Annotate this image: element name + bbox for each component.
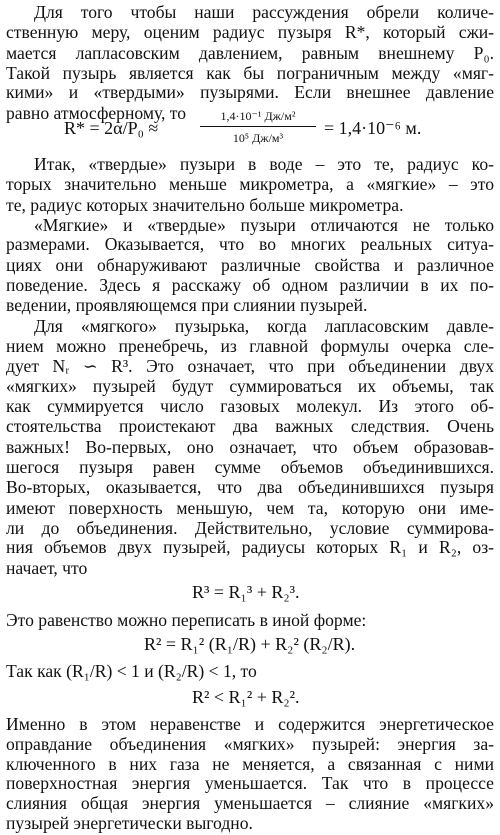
text-line: начает, что: [6, 558, 88, 579]
text-line: Для того чтобы наши рассуждения обрели количе-: [34, 2, 494, 22]
text-line: те, радиус которых значительно больше микрометра.: [6, 194, 404, 215]
text-line: циях они обнаруживают различные свойства и различное: [6, 255, 494, 276]
text-line: шегося пузыря равен сумме объемов объединившихся.: [6, 456, 494, 477]
text-line: поведение. Здесь я расскажу об одном различии в их по-: [6, 275, 494, 296]
text-line: Итак, «твердые» пузыри в воде – это те, радиус ко-: [34, 153, 494, 174]
text-line: имеют поверхность меньшую, чем та, которую они име-: [6, 497, 494, 518]
formula-volume-sum: R³ = R₁³ + R₂³.: [192, 581, 300, 602]
text-line: кими» и «твердыми» пузырями. Если внешнее давление: [6, 82, 494, 103]
text-line: Так как (R₁/R) < 1 и (R₂/R) < 1, то: [6, 661, 257, 682]
text-line: Для «мягкого» пузырька, когда лапласовским давле-: [34, 315, 494, 336]
text-line: как суммируется число газовых молекул. Из этого об-: [6, 396, 494, 417]
formula-lhs: R* = 2α/P₀ ≈: [64, 117, 159, 138]
text-line: торых значительно меньше микрометра, а «мягкие» – это: [6, 173, 494, 194]
text-line: мается лапласовским давлением, равным внешнему P₀.: [6, 42, 494, 63]
text-line: ния объемов двух пузырей, радиусы которых R₁ и R₂, оз-: [6, 537, 494, 558]
text-line: поверхностная энергия уменьшается. Так что в процессе: [6, 773, 494, 794]
text-line: Такой пузырь является как бы пограничным между «мяг-: [6, 62, 494, 83]
formula-denominator: 10⁵ Дж/м³: [232, 131, 284, 146]
formula-area-rewrite: R² = R₁² (R₁/R) + R₂² (R₂/R).: [144, 634, 356, 655]
text-line: Это равенство можно переписать в иной форме:: [6, 609, 367, 630]
text-line: Именно в этом неравенстве и содержится энергетическое: [6, 713, 494, 734]
text-line: «мягких» пузырей будут суммироваться их объемы, так: [6, 376, 494, 397]
text-line: важных! Во-первых, оно означает, что объем образовав-: [6, 437, 494, 458]
text-line: равно атмосферному, то: [6, 103, 187, 124]
text-line: ственную меру, оценим радиус пузыря R*, который сжи-: [6, 21, 494, 42]
formula-rhs: = 1,4·10⁻⁶ м.: [324, 117, 422, 138]
text-line: дует Nᵣ ∽ R³. Это означает, что при объединении двух: [6, 355, 494, 376]
text-line: ведении, проявляющемся при слиянии пузырей.: [6, 295, 368, 316]
text-line: нием можно пренебречь, из главной формулы очерка сле-: [6, 335, 494, 356]
formula-numerator: 1,4·10⁻¹ Дж/м²: [220, 109, 296, 124]
text-line: ли до объединения. Действительно, условие суммирова-: [6, 517, 494, 538]
text-line: слияния общая энергия уменьшается – слияние «мягких»: [6, 793, 494, 814]
text-line: пузырей энергетически выгодно.: [6, 813, 253, 834]
text-line: Во-вторых, оказывается, что два объединившихся пузыря: [6, 476, 494, 497]
text-line: ключенного в них газа не меняется, а связанная с ними: [6, 753, 494, 774]
text-line: «Мягкие» и «твердые» пузыри отличаются не только: [34, 214, 494, 235]
fraction-bar: [200, 126, 316, 127]
text-line: оправдание объединения «мягких» пузырей: энергия за-: [6, 733, 494, 754]
formula-area-inequality: R² < R₁² + R₂².: [192, 686, 300, 707]
text-line: размерами. Оказывается, что во многих реальных ситуа-: [6, 234, 494, 255]
text-line: стоятельства проистекают два важных следствия. Очень: [6, 416, 494, 437]
